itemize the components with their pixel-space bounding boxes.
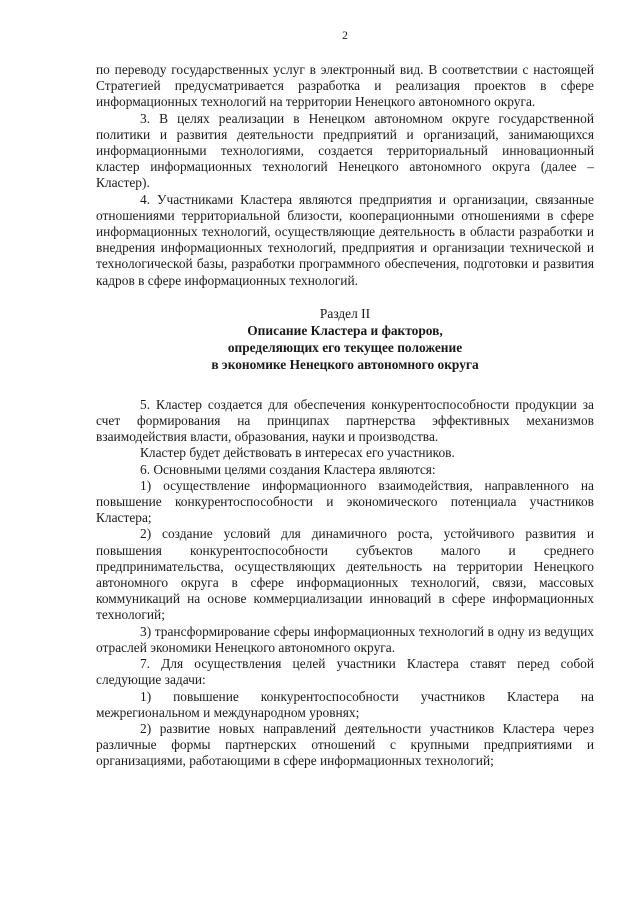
paragraph-7: 7. Для осуществления целей участники Кластера ставят перед собой следующие задачи: [96,656,594,688]
section-title-line-1: Описание Кластера и факторов, [247,322,443,338]
paragraph-5: 5. Кластер создается для обеспечения конкурентоспособности продукции за счет формирования на принципах партнерства эффективных механизмов взаимодействия власти, образования, науки и производства. [96,396,594,445]
section-heading [96,305,594,373]
section-label: Раздел II [319,305,371,321]
section-title-line-2: определяющих его текущее положение [227,339,463,355]
paragraph-5-note: Кластер будет действовать в интересах его участников. [140,445,455,461]
paragraph-3: 3. В целях реализации в Ненецком автономном округе государственной политики и развития деятельности предприятий и организаций, занимающихся информационными технологиями, создается территориальный инновационный кластер информационных технологий Ненецкого автономного округа (далее – Кластер). [96,110,594,191]
list-item-7-2: 2) развитие новых направлений деятельности участников Кластера через различные формы партнерских отношений с крупными предприятиями и организациями, работающими в сфере информационных технологий; [96,720,594,769]
document-body [96,62,594,770]
list-item-7-1: 1) повышение конкурентоспособности участников Кластера на межрегиональном и международном уровнях; [96,688,594,720]
section-title-line-3: в экономике Ненецкого автономного округа [211,356,479,372]
paragraph-4: 4. Участниками Кластера являются предприятия и организации, связанные отношениями территориальной близости, кооперационными отношениями в сфере информационных технологий, осуществляющие деятельность в области разработки и внедрения информационных технологий, предприятия и организации технической и технологической базы, разработки программного обеспечения, подготовки и развития кадров в сфере информационных технологий. [96,191,594,288]
list-item-6-1: 1) осуществление информационного взаимодействия, направленного на повышение конкурентоспособности и экономического потенциала участников Кластера; [96,477,594,526]
page-number: 2 [342,30,348,42]
paragraph-6: 6. Основными целями создания Кластера являются: [140,461,436,477]
list-item-6-3: 3) трансформирование сферы информационных технологий в одну из ведущих отраслей экономики Ненецкого автономного округа. [96,623,594,655]
document-page [96,0,594,905]
paragraph-intro: по переводу государственных услуг в электронный вид. В соответствии с настоящей Стратегией предусматривается разработка и реализация проектов в сфере информационных технологий на территории Ненецкого автономного округа. [96,62,594,110]
list-item-6-2: 2) создание условий для динамичного роста, устойчивого развития и повышения конкурентоспособности субъектов малого и среднего предпринимательства, осуществляющих деятельность на территории Ненецкого автономного округа в сфере информационных технологий, связи, массовых коммуникаций на основе коммерциализации инноваций в сфере информационных технологий; [96,526,594,623]
